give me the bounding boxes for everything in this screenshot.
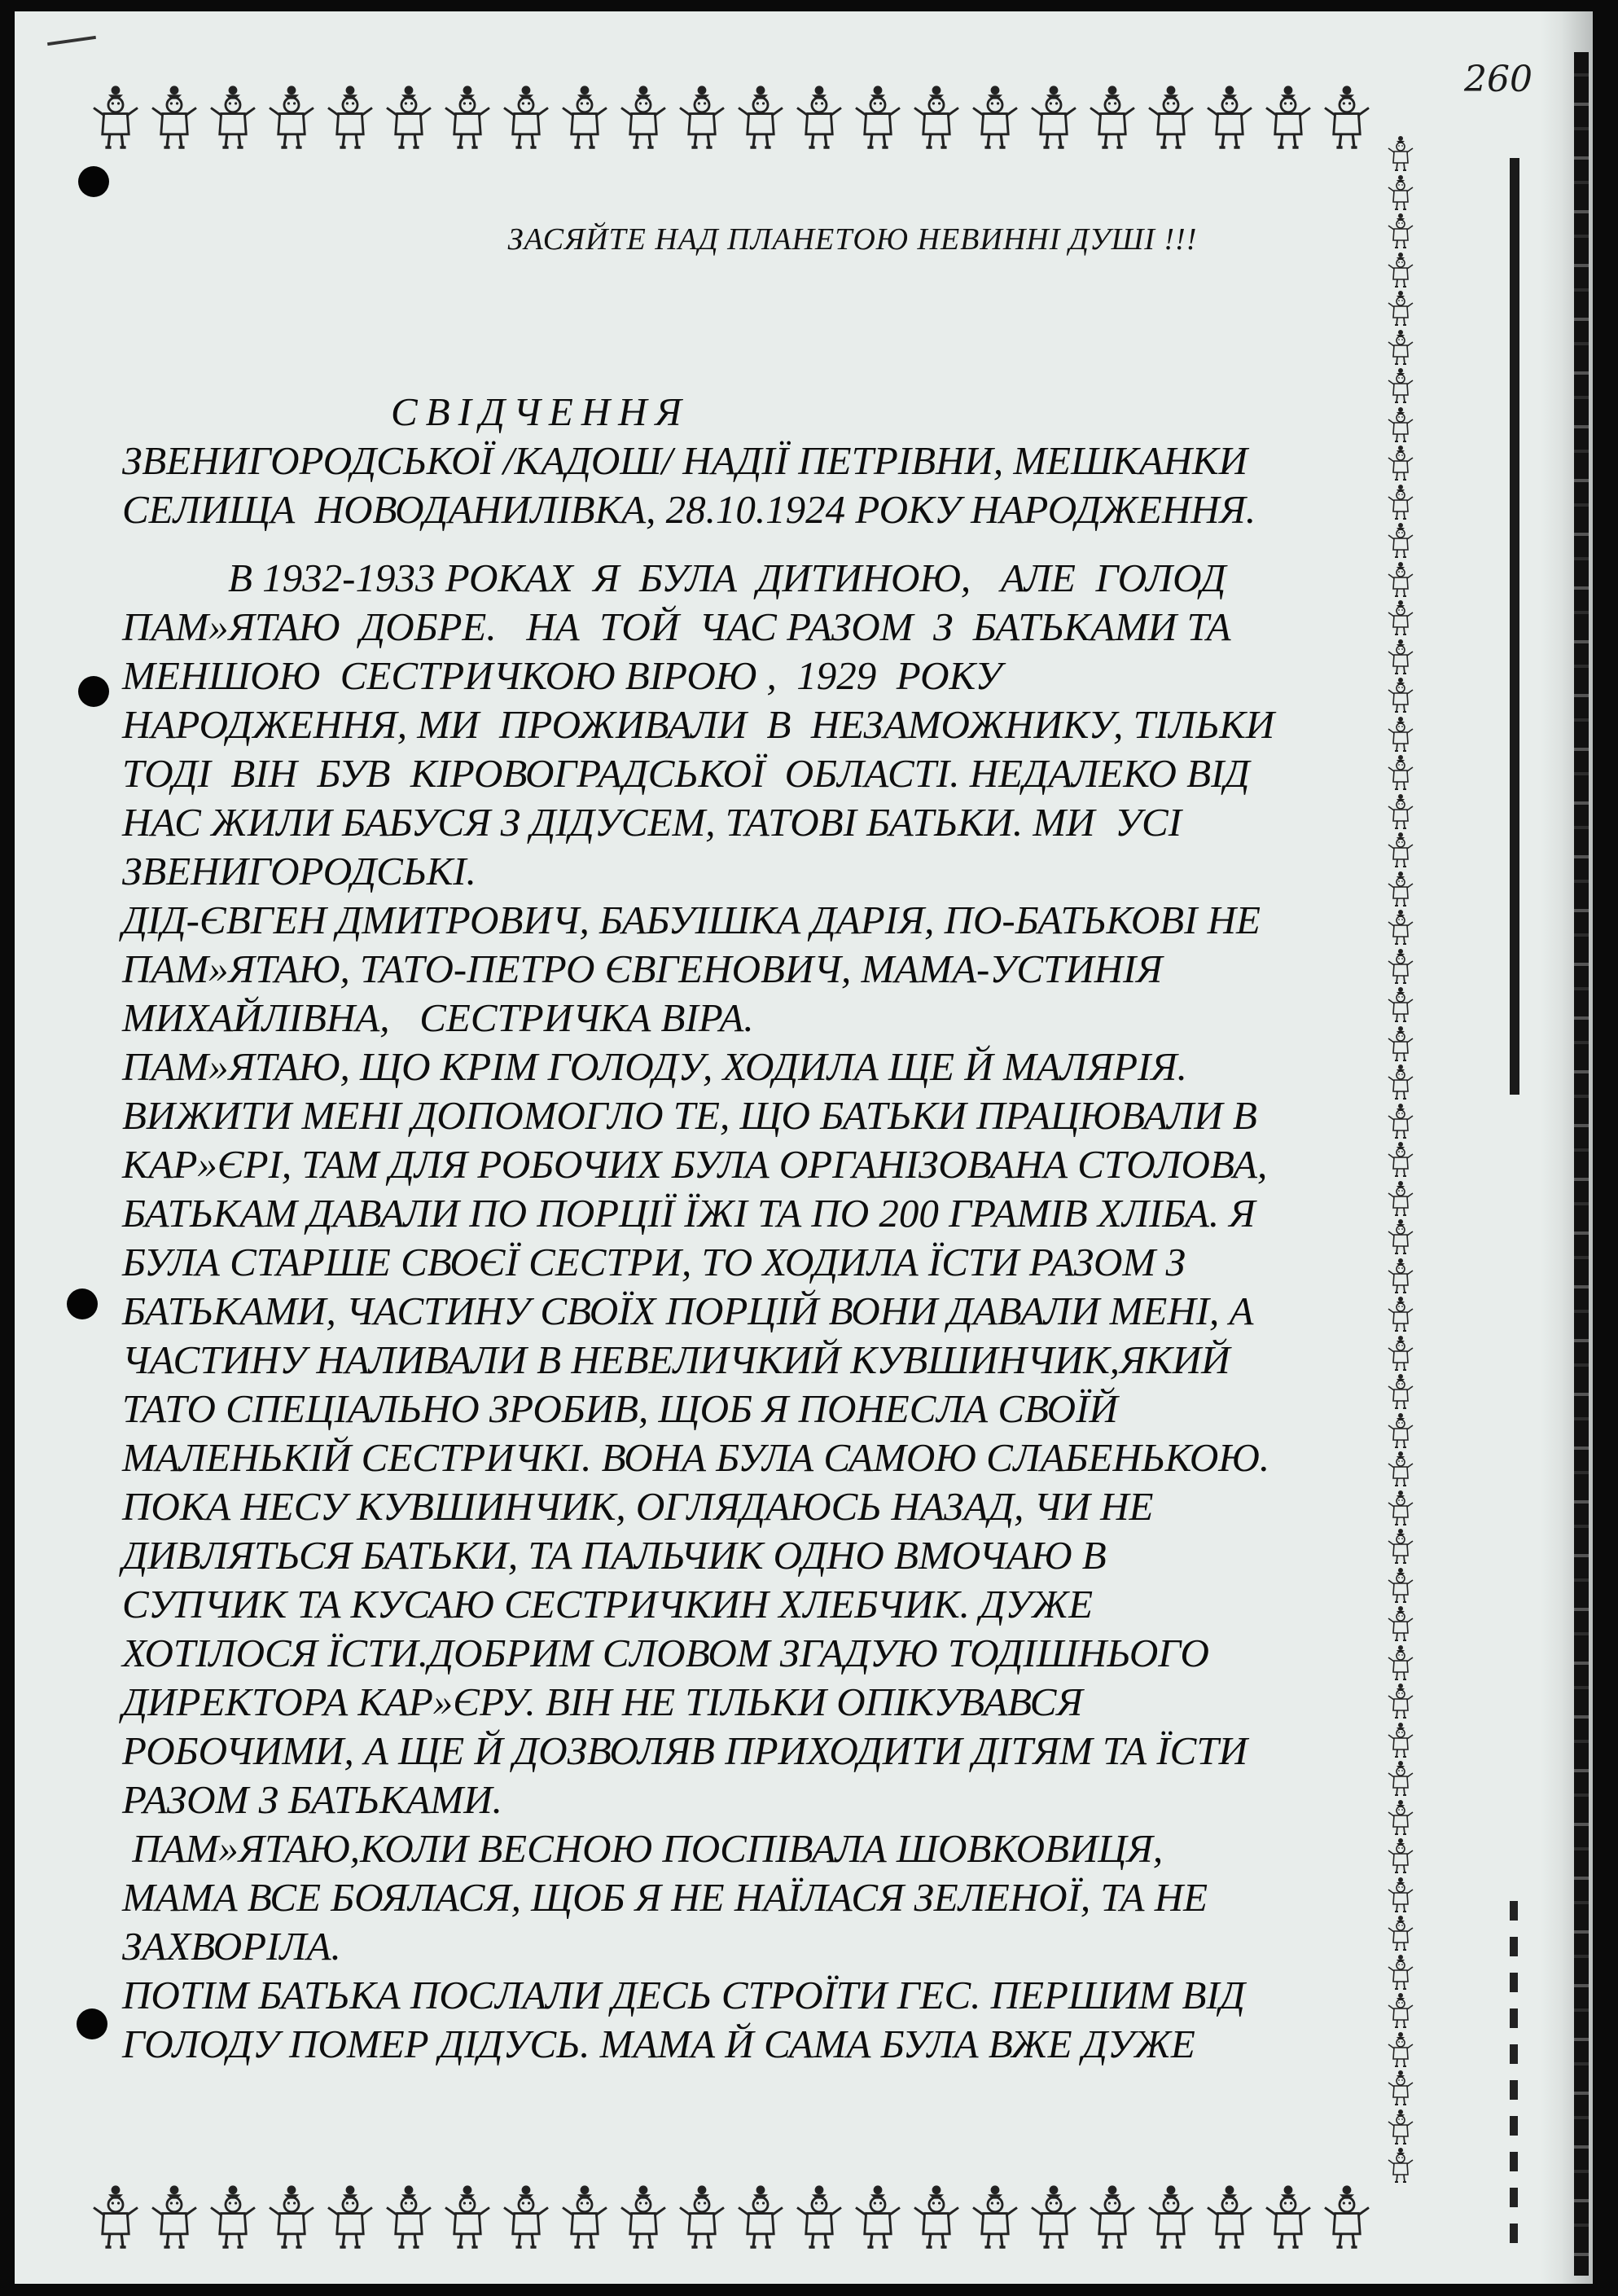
doll-figure-icon xyxy=(907,81,966,140)
doll-figure-icon xyxy=(204,2181,262,2240)
subtitle-line: СЕЛИЩА НОВОДАНИЛІВКА, 28.10.1924 РОКУ НАРОДЖЕННЯ. xyxy=(122,487,1256,532)
body-line: МАЛЕНЬКІЙ СЕСТРИЧКІ. ВОНА БУЛА САМОЮ СЛАБЕНЬКОЮ. xyxy=(122,1435,1270,1480)
pen-mark xyxy=(47,36,96,46)
doll-figure-icon xyxy=(379,81,438,140)
body-line: НАС ЖИЛИ БАБУСЯ З ДІДУСЕМ, ТАТОВІ БАТЬКИ. МИ УСІ xyxy=(122,800,1182,845)
doll-figure-icon xyxy=(1083,2181,1142,2240)
punch-hole xyxy=(77,2008,107,2039)
body-line: ЗАХВОРІЛА. xyxy=(122,1924,341,1969)
body-line: ПАМ»ЯТАЮ ДОБРЕ. НА ТОЙ ЧАС РАЗОМ З БАТЬКАМИ ТА xyxy=(122,604,1231,649)
document-title: СВІДЧЕННЯ xyxy=(391,389,690,434)
photocopy-streak xyxy=(1510,1901,1518,2259)
body-line: ТОДІ ВІН БУВ КІРОВОГРАДСЬКОЇ ОБЛАСТІ. НЕДАЛЕКО ВІД xyxy=(122,751,1250,796)
doll-figure-icon xyxy=(86,2181,145,2240)
doll-figure-icon xyxy=(555,2181,614,2240)
punch-hole xyxy=(67,1288,98,1319)
doll-figure-icon xyxy=(1384,173,1417,212)
doll-figure-icon xyxy=(966,2181,1024,2240)
page-number: 260 xyxy=(1464,59,1532,100)
doll-figure-icon xyxy=(379,2181,438,2240)
body-line: СУПЧИК ТА КУСАЮ СЕСТРИЧКИН ХЛЕБЧИК. ДУЖЕ xyxy=(122,1582,1094,1627)
doll-figure-icon xyxy=(1024,81,1083,140)
body-line: ПАМ»ЯТАЮ,КОЛИ ВЕСНОЮ ПОСПІВАЛА ШОВКОВИЦЯ, xyxy=(122,1826,1164,1871)
doll-figure-icon xyxy=(1024,2181,1083,2240)
body-line: ПОТІМ БАТЬКА ПОСЛАЛИ ДЕСЬ СТРОЇТИ ГЕС. ПЕРШИМ ВІД xyxy=(122,1973,1245,2017)
body-line: БАТЬКАМ ДАВАЛИ ПО ПОРЦІЇ ЇЖІ ТА ПО 200 ГРАМІВ ХЛІБА. Я xyxy=(122,1191,1256,1236)
doll-figure-icon xyxy=(204,81,262,140)
body-line: БУЛА СТАРШЕ СВОЄЇ СЕСТРИ, ТО ХОДИЛА ЇСТИ РАЗОМ З xyxy=(122,1240,1186,1284)
body-paragraphs xyxy=(122,554,1392,2069)
body-line: РОБОЧИМИ, А ЩЕ Й ДОЗВОЛЯВ ПРИХОДИТИ ДІТЯМ ТА ЇСТИ xyxy=(122,1728,1248,1773)
body-line: ЗВЕНИГОРОДСЬКІ. xyxy=(122,849,476,893)
body-line: В 1932-1933 РОКАХ Я БУЛА ДИТИНОЮ, АЛЕ ГОЛОД xyxy=(228,555,1226,600)
body-line: НАРОДЖЕННЯ, МИ ПРОЖИВАЛИ В НЕЗАМОЖНИКУ, ТІЛЬКИ xyxy=(122,702,1275,747)
doll-figure-icon xyxy=(1318,81,1376,140)
doll-figure-icon xyxy=(497,2181,555,2240)
doll-figure-icon xyxy=(848,81,907,140)
body-line: МЕНШОЮ СЕСТРИЧКОЮ ВІРОЮ , 1929 РОКУ xyxy=(122,653,1002,698)
decorative-border-bottom xyxy=(86,2181,1376,2240)
doll-figure-icon xyxy=(86,81,145,140)
doll-figure-icon xyxy=(1142,81,1200,140)
body-line: ДИВЛЯТЬСЯ БАТЬКИ, ТА ПАЛЬЧИК ОДНО ВМОЧАЮ В xyxy=(122,1533,1107,1578)
doll-figure-icon xyxy=(1384,288,1417,327)
doll-figure-icon xyxy=(1318,2181,1376,2240)
doll-figure-icon xyxy=(966,81,1024,140)
decorative-border-top xyxy=(86,81,1376,140)
doll-figure-icon xyxy=(790,81,848,140)
doll-figure-icon xyxy=(262,2181,321,2240)
doll-figure-icon xyxy=(1384,327,1417,367)
doll-figure-icon xyxy=(673,2181,731,2240)
doll-figure-icon xyxy=(145,81,204,140)
headline: ЗАСЯЙТЕ НАД ПЛАНЕТОЮ НЕВИННІ ДУШІ !!! xyxy=(507,222,1198,257)
body-line: МИХАЙЛІВНА, СЕСТРИЧКА ВІРА. xyxy=(122,995,754,1040)
doll-figure-icon xyxy=(262,81,321,140)
body-line: ТАТО СПЕЦІАЛЬНО ЗРОБИВ, ЩОБ Я ПОНЕСЛА СВОЇЙ xyxy=(122,1386,1118,1431)
doll-figure-icon xyxy=(731,2181,790,2240)
doll-figure-icon xyxy=(438,2181,497,2240)
doll-figure-icon xyxy=(790,2181,848,2240)
doll-figure-icon xyxy=(1200,2181,1259,2240)
doll-figure-icon xyxy=(1083,81,1142,140)
doll-figure-icon xyxy=(614,2181,673,2240)
doll-figure-icon xyxy=(1259,2181,1318,2240)
doll-figure-icon xyxy=(1384,134,1417,173)
body-line: ПАМ»ЯТАЮ, ТАТО-ПЕТРО ЄВГЕНОВИЧ, МАМА-УСТИНІЯ xyxy=(122,946,1163,991)
doll-figure-icon xyxy=(1384,2107,1417,2146)
photocopy-streak xyxy=(1574,52,1589,2276)
body-line: ПАМ»ЯТАЮ, ЩО КРІМ ГОЛОДУ, ХОДИЛА ЩЕ Й МАЛЯРІЯ. xyxy=(122,1044,1187,1089)
body-line: БАТЬКАМИ, ЧАСТИНУ СВОЇХ ПОРЦІЙ ВОНИ ДАВАЛИ МЕНІ, А xyxy=(122,1288,1254,1333)
doll-figure-icon xyxy=(1384,2145,1417,2184)
body-line: ПОКА НЕСУ КУВШИНЧИК, ОГЛЯДАЮСЬ НАЗАД, ЧИ НЕ xyxy=(122,1484,1154,1529)
doll-figure-icon xyxy=(321,81,379,140)
doll-figure-icon xyxy=(555,81,614,140)
body-line: МАМА ВСЕ БОЯЛАСЯ, ЩОБ Я НЕ НАЇЛАСЯ ЗЕЛЕНОЇ, ТА НЕ xyxy=(122,1875,1208,1920)
doll-figure-icon xyxy=(145,2181,204,2240)
body-line: ХОТІЛОСЯ ЇСТИ.ДОБРИМ СЛОВОМ ЗГАДУЮ ТОДІШНЬОГО xyxy=(122,1631,1209,1675)
doll-figure-icon xyxy=(614,81,673,140)
testimony-text xyxy=(122,388,1392,2069)
doll-figure-icon xyxy=(673,81,731,140)
body-line: РАЗОМ З БАТЬКАМИ. xyxy=(122,1777,502,1822)
body-line: КАР»ЄРІ, ТАМ ДЛЯ РОБОЧИХ БУЛА ОРГАНІЗОВАНА СТОЛОВА, xyxy=(122,1142,1268,1187)
doll-figure-icon xyxy=(848,2181,907,2240)
doll-figure-icon xyxy=(1200,81,1259,140)
body-line: ЧАСТИНУ НАЛИВАЛИ В НЕВЕЛИЧКИЙ КУВШИНЧИК,ЯКИЙ xyxy=(122,1337,1230,1382)
doll-figure-icon xyxy=(907,2181,966,2240)
subtitle-line: ЗВЕНИГОРОДСЬКОЇ /КАДОШ/ НАДІЇ ПЕТРІВНИ, МЕШКАНКИ xyxy=(122,438,1247,483)
scanned-page xyxy=(15,11,1593,2284)
doll-figure-icon xyxy=(1142,2181,1200,2240)
doll-figure-icon xyxy=(731,81,790,140)
doll-figure-icon xyxy=(497,81,555,140)
doll-figure-icon xyxy=(321,2181,379,2240)
body-line: ДИРЕКТОРА КАР»ЄРУ. ВІН НЕ ТІЛЬКИ ОПІКУВАВСЯ xyxy=(122,1679,1083,1724)
body-line: ГОЛОДУ ПОМЕР ДІДУСЬ. МАМА Й САМА БУЛА ВЖЕ ДУЖЕ xyxy=(122,2022,1195,2066)
punch-hole xyxy=(78,166,109,197)
doll-figure-icon xyxy=(1259,81,1318,140)
body-line: ДІД-ЄВГЕН ДМИТРОВИЧ, БАБУІШКА ДАРІЯ, ПО-БАТЬКОВІ НЕ xyxy=(122,898,1261,942)
doll-figure-icon xyxy=(1384,2068,1417,2107)
doll-figure-icon xyxy=(438,81,497,140)
photocopy-streak xyxy=(1510,158,1519,1095)
body-line: ВИЖИТИ МЕНІ ДОПОМОГЛО ТЕ, ЩО БАТЬКИ ПРАЦЮВАЛИ В xyxy=(122,1093,1257,1138)
punch-hole xyxy=(78,676,109,707)
